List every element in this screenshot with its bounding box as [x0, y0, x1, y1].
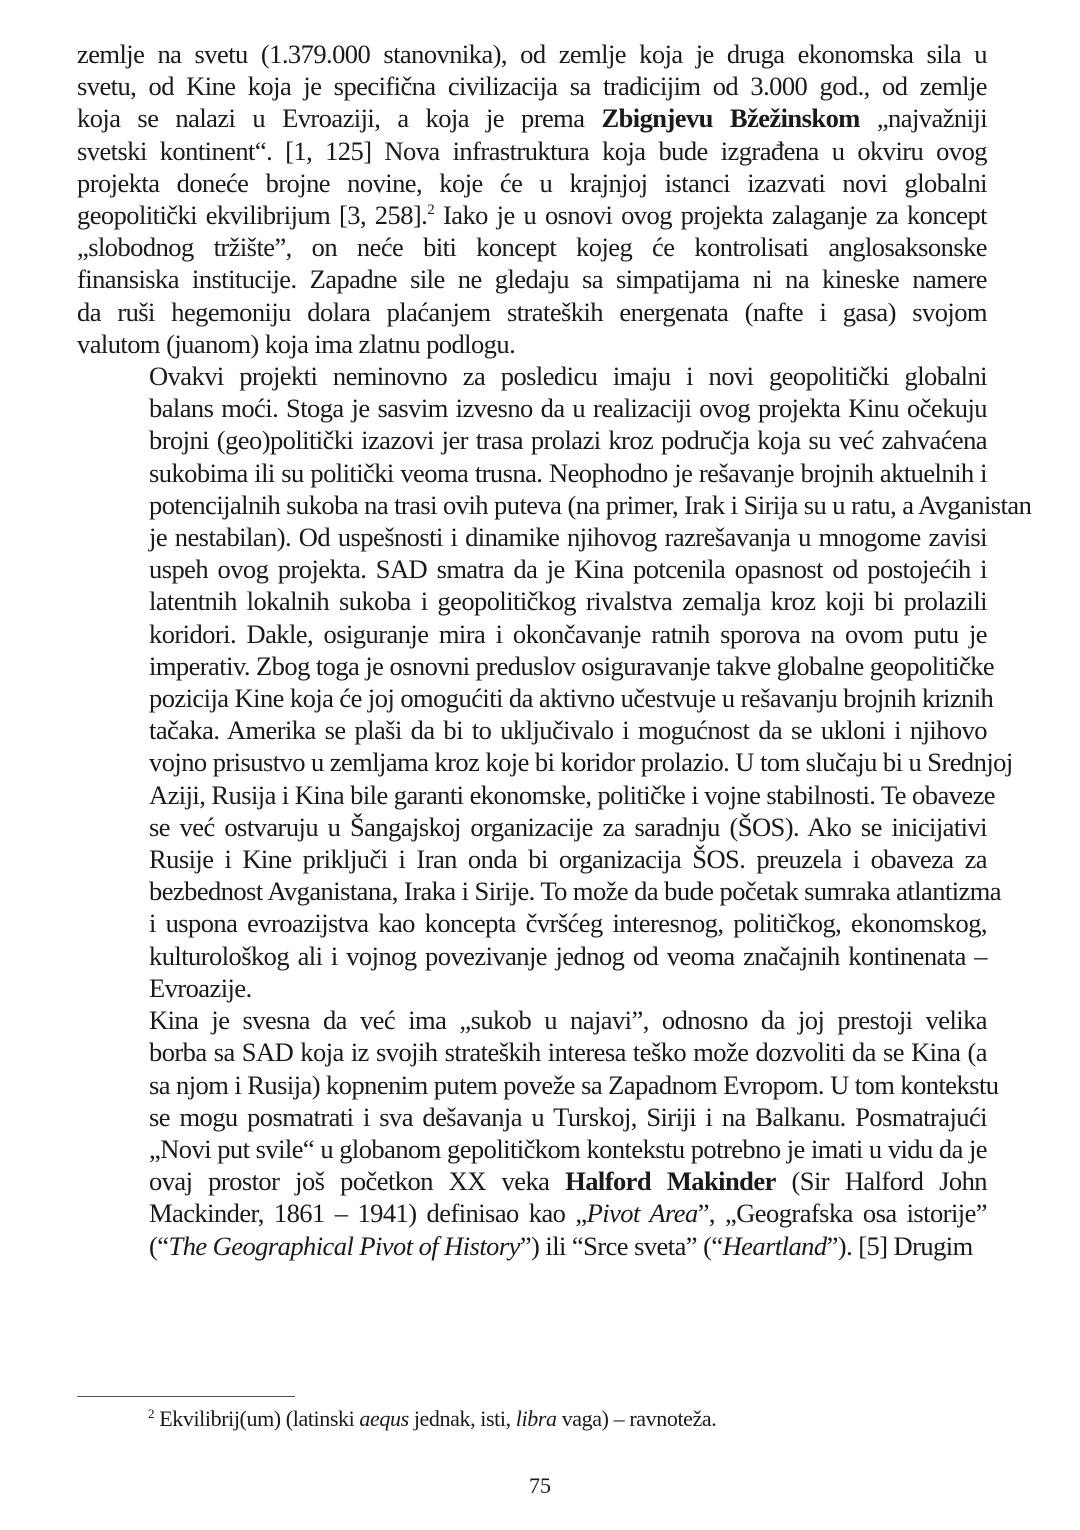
text-line: projekta doneće brojne novine, koje će u krajnjoj istanci izazvati novi globalni: [77, 167, 987, 198]
text-line: se već ostvaruju u Šangajskoj organizacije za saradnju (ŠOS). Ako se inicijativi: [149, 811, 987, 842]
text-line: zemlje na svetu (1.379.000 stanovnika), od zemlje koja je druga ekonomska sila u: [77, 39, 987, 69]
page-number: 75: [529, 1473, 551, 1498]
footnote-2: $^2$ Ekvilibrij(um) (latinski aequs jednak, isti, libra vaga) – ravnoteža.: [148, 1406, 717, 1431]
italic-term: Heartland: [722, 1230, 827, 1261]
text-line: Aziji, Rusija i Kina bile garanti ekonomske, političke i vojne stabilnosti. Te obaveze: [149, 779, 996, 810]
text-line: brojni (geo)politički izazovi jer trasa prolazi kroz područja koja su već zahvaćena: [149, 425, 987, 456]
text-line: balans moći. Stoga je sasvim izvesno da u realizaciji ovog projekta Kinu očekuju: [149, 393, 987, 424]
paragraph-1: [77, 38, 987, 360]
text-line: i uspona evroazijstva kao koncepta čvršćeg interesnog, političkog, ekonomskog,: [149, 908, 987, 939]
text-line: Rusije i Kine priključi i Iran onda bi organizacija ŠOS. preuzela i obaveza za: [149, 844, 987, 875]
text-line: kulturološkog ali i vojnog povezivanje jednog od veoma značajnih kontinenata –: [149, 940, 987, 971]
paragraph-2: [77, 360, 1032, 1004]
text-line: koridori. Dakle, osiguranje mira i okončavanje ratnih sporova na ovom putu je: [149, 618, 987, 649]
text-line: se mogu posmatrati i sva dešavanja u Turskoj, Siriji i na Balkanu. Posmatrajući: [149, 1101, 987, 1132]
text-line: tačaka. Amerika se plaši da bi to uključivalo i mogućnost da se ukloni i njihovo: [149, 715, 987, 746]
text-line: vojno prisustvo u zemljama kroz koje bi koridor prolazio. U tom slučaju bi u Srednjoj: [149, 747, 1013, 778]
bold-name: Zbignjevu Bžežinskom: [601, 103, 860, 134]
footnote-marker: 2: [148, 1406, 155, 1421]
text-line: je nestabilan). Od uspešnosti i dinamike njihovog razrešavanja u mnogome zavisi: [149, 522, 987, 553]
text-line: koja se nalazi u Evroaziji, a koja je prema Zbignjevu Bžežinskom „najvažniji: [77, 103, 988, 134]
text-line: sukobima ili su politički veoma trusna. Neophodno je rešavanje brojnih aktuelnih i: [149, 457, 987, 488]
text-line: svetski kontinent“. [1, 125] Nova infrastruktura koja bude izgrađena u okviru ovog: [77, 135, 987, 166]
text-line: uspeh ovog projekta. SAD smatra da je Kina potcenila opasnost od postojećih i: [149, 554, 987, 585]
text-line: bezbednost Avganistana, Iraka i Sirije. To može da bude početak sumraka atlantizma: [149, 876, 1002, 907]
footnote-ref[interactable]: 2: [427, 202, 435, 219]
text-line: borba sa SAD koja iz svojih strateških interesa teško može dozvoliti da se Kina (a: [149, 1037, 987, 1068]
italic-term: The Geographical Pivot of History: [168, 1230, 520, 1261]
text-line: potencijalnih sukoba na trasi ovih puteva (na primer, Irak i Sirija su u ratu, a Avganistan: [149, 489, 1032, 520]
footnote-separator: [77, 1396, 295, 1397]
text-line: Kina je svesna da već ima „sukob u najavi”, odnosno da joj prestoji velika: [149, 1005, 987, 1036]
text-line: Mackinder, 1861 – 1941) definisao kao „Pivot Area”, „Geografska osa istorije”: [149, 1198, 987, 1229]
text-line: sa njom i Rusija) kopnenim putem poveže sa Zapadnom Evropom. U tom kontekstu: [149, 1069, 999, 1100]
text-line: valutom (juanom) koja ima zlatnu podlogu.: [77, 328, 516, 359]
text-line: da ruši hegemoniju dolara plaćanjem strateških energenata (nafte i gasa) svojom: [77, 296, 987, 327]
document-body: [77, 38, 1032, 1262]
text-line: latentnih lokalnih sukoba i geopolitičkog rivalstva zemalja kroz koji bi prolazili: [149, 586, 987, 617]
text-line: „slobodnog tržište”, on neće biti koncept kojeg će kontrolisati anglosaksonske: [77, 232, 987, 263]
italic-term: Pivot Area: [586, 1198, 698, 1229]
text-line: pozicija Kine koja će joj omogućiti da aktivno učestvuje u rešavanju brojnih kriznih: [149, 683, 994, 714]
text-line: Evroazije.: [149, 972, 252, 1003]
text-line: (“The Geographical Pivot of History”) ili “Srce sveta” (“Heartland”). [5] Drugim: [149, 1230, 973, 1261]
text-line: ovaj prostor još početkon XX veka Halford Makinder (Sir Halford John: [149, 1166, 987, 1197]
text-line: svetu, od Kine koja je specifična civilizacija sa tradicijim od 3.000 god., od zemlje: [77, 71, 987, 102]
text-line: finansiska institucije. Zapadne sile ne gledaju sa simpatijama ni na kineske namere: [77, 264, 987, 295]
italic-term: aequs: [359, 1406, 409, 1431]
bold-name: Halford Makinder: [565, 1166, 776, 1197]
text-line: imperativ. Zbog toga je osnovni preduslov osiguravanje takve globalne geopolitičke: [149, 650, 995, 681]
text-line: „Novi put svile“ u globanom gepolitičkom kontekstu potrebno je imati u vidu da je: [149, 1133, 987, 1164]
text-line: Ovakvi projekti neminovno za posledicu imaju i novi geopolitički globalni: [149, 361, 987, 392]
paragraph-3: [77, 1004, 999, 1262]
text-line: geopolitički ekvilibrijum [3, 258].$^2$ Iako je u osnovi ovog projekta zalaganje za koncept: [77, 200, 987, 231]
italic-term: libra: [515, 1406, 557, 1431]
